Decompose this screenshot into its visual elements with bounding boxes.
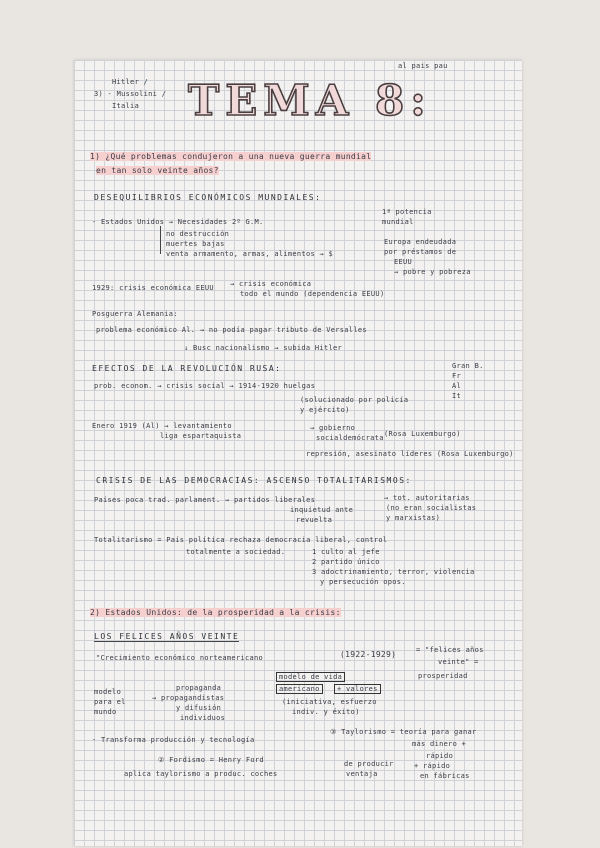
totalitarismo-def-2: totalmente a sociedad. [186, 548, 286, 556]
felices-prop-4: individuos [180, 714, 226, 722]
page-title: TEMA 8: [188, 76, 432, 125]
felices-right-3: prosperidad [418, 672, 468, 680]
posguerra-line-2: ↓ Busc nacionalismo → subida Hitler [184, 344, 343, 352]
felices-years: (1922-1929) [340, 650, 397, 659]
question-1-line-2: en tan solo veinte años? [96, 166, 219, 175]
taylor-1: ③ Taylorismo = teoría para ganar [330, 728, 477, 736]
country-1: Gran B. [452, 362, 484, 370]
taylor-2: más dinero + [412, 740, 467, 748]
crisis-mid-2: todo el mundo (dependencia EEUU) [240, 290, 385, 298]
totalitarismo-def: Totalitarismo = País política rechaza democracia liberal, control [94, 536, 388, 544]
efectos-line-2: Enero 1919 (Al) → levantamiento [92, 422, 232, 430]
crisis-mid-1: → crisis económica [230, 280, 312, 288]
country-3: Al [452, 382, 462, 390]
header-note-1: Hitler / [112, 78, 149, 86]
felices-left-2: para el [94, 698, 126, 706]
posguerra-heading: Posguerra Alemania: [92, 310, 178, 318]
democracias-sub-1: inquietud ante [290, 506, 354, 514]
header-note-3: Italia [112, 102, 140, 110]
efectos-line-1: prob. econom. → crisis social → 1914-1920 huelgas [94, 382, 316, 390]
deseq-item-2: muertes bajas [166, 240, 225, 248]
efectos-sub-1: (solucionado por policía [300, 396, 409, 404]
democracias-sub-2: revuelta [296, 516, 333, 524]
crisis-1929: 1929: crisis económica EEUU [92, 284, 214, 292]
efectos-sub-2: y ejército) [300, 406, 350, 414]
democracias-right-1: → tot. autoritarias [384, 494, 470, 502]
header-note-2: 3) - Mussolini / [94, 90, 167, 98]
taylor-6: + rápido [414, 762, 451, 770]
deseq-item-1: no destrucción [166, 230, 230, 238]
totalitarismo-list-4: y persecución opos. [320, 578, 406, 586]
felices-box-2: americano [276, 684, 323, 694]
question-2: 2) Estados Unidos: de la prosperidad a la crisis: [90, 608, 341, 617]
efectos-line-2e: represión, asesinato líderes (Rosa Luxemburgo) [306, 450, 514, 458]
felices-box-1: modelo de vida [276, 672, 345, 682]
bracket-line [160, 226, 161, 254]
democracias-right-3: y marxistas) [386, 514, 441, 522]
felices-prop-1: propaganda [176, 684, 222, 692]
deseq-right-2c: EEUU [394, 258, 413, 266]
totalitarismo-list-2: 2 partido único [312, 558, 380, 566]
felices-right-2: veinte" = [438, 658, 479, 666]
section-heading-desequilibrios: DESEQUILIBRIOS ECONÓMICOS MUNDIALES: [94, 193, 322, 202]
deseq-right-1b: mundial [382, 218, 414, 226]
efectos-line-2c-1: → gobierno [310, 424, 356, 432]
felices-valores-1: (iniciativa, esfuerzo [282, 698, 377, 706]
deseq-eeuu: - Estados Unidos → Necesidades 2º G.M. [92, 218, 264, 226]
felices-transforma: - Transforma producción y tecnología [92, 736, 255, 744]
country-2: Fr [452, 372, 462, 380]
totalitarismo-list-3: 3 adoctrinamiento, terror, violencia [312, 568, 475, 576]
section-heading-efectos: EFECTOS DE LA REVOLUCIÓN RUSA: [92, 364, 282, 373]
efectos-line-2d: (Rosa Luxemburgo) [384, 430, 461, 438]
taylor-4: de producir [344, 760, 394, 768]
deseq-item-3: venta armamento, armas, alimentos → $ [166, 250, 334, 258]
democracias-right-2: (no eran socialistas [386, 504, 477, 512]
taylor-5: ventaja [346, 770, 378, 778]
democracias-line-1: Países poca trad. parlament. → partidos liberales [94, 496, 316, 504]
fordismo-2: aplica taylorismo a produc. coches [124, 770, 278, 778]
felices-box-3: + valores [334, 684, 381, 694]
section-heading-democracias: CRISIS DE LAS DEMOCRACIAS: ASCENSO TOTALITARISMOS: [96, 476, 412, 485]
felices-line-1: "Crecimiento económico norteamericano [96, 654, 264, 662]
taylor-7: en fábricas [420, 772, 470, 780]
deseq-right-1a: 1ª potencia [382, 208, 432, 216]
top-right-note: al pais pau [398, 62, 448, 70]
felices-prop-2: → propagandistas [152, 694, 225, 702]
felices-left-1: modelo [94, 688, 122, 696]
efectos-line-2c-2: socialdemócrata [316, 434, 384, 442]
question-1-line-1: 1) ¿Qué problemas condujeron a una nueva guerra mundial [90, 152, 372, 161]
taylor-3: rápido [426, 752, 454, 760]
deseq-right-2b: por préstamos de [384, 248, 457, 256]
totalitarismo-list-1: 1 culto al jefe [312, 548, 380, 556]
crisis-right: → pobre y pobreza [394, 268, 471, 276]
posguerra-line-1: problema económico Al. → no podía pagar tributo de Versalles [96, 326, 367, 334]
deseq-right-2a: Europa endeudada [384, 238, 457, 246]
section-heading-felices: LOS FELICES AÑOS VEINTE [94, 632, 240, 641]
felices-left-3: mundo [94, 708, 117, 716]
felices-valores-2: indiv. y éxito) [292, 708, 360, 716]
felices-right-1: = "felices años [416, 646, 484, 654]
felices-prop-3: y difusión [176, 704, 222, 712]
efectos-line-2b: liga espartaquista [160, 432, 242, 440]
fordismo-1: ② Fordismo = Henry Ford [158, 756, 264, 764]
country-4: It [452, 392, 462, 400]
